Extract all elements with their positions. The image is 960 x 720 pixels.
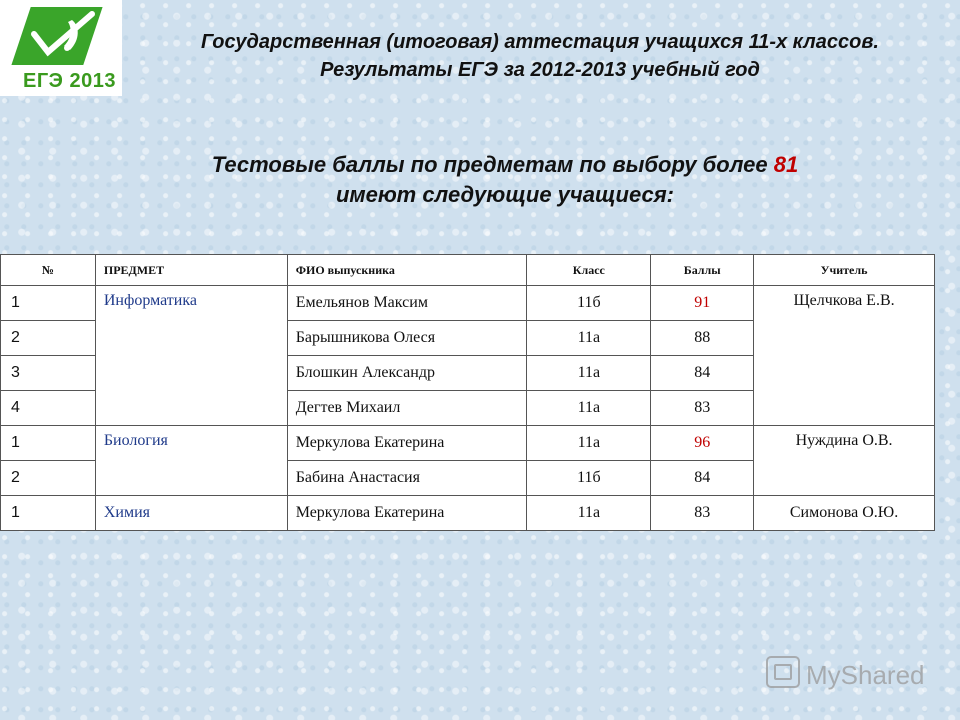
teacher-cell: Нуждина О.В. bbox=[754, 426, 935, 496]
watermark-text: MyShared bbox=[806, 660, 925, 690]
student-name: Блошкин Александр bbox=[287, 356, 527, 391]
class-cell: 11б bbox=[527, 286, 651, 321]
student-name: Дегтев Михаил bbox=[287, 391, 527, 426]
score-cell: 84 bbox=[651, 356, 754, 391]
student-name: Бабина Анастасия bbox=[287, 461, 527, 496]
header-line-1: Государственная (итоговая) аттестация учащихся 11-х классов. bbox=[201, 31, 879, 53]
row-number: 1 bbox=[1, 426, 96, 461]
teacher-cell: Щелчкова Е.В. bbox=[754, 286, 935, 426]
class-cell: 11а bbox=[527, 391, 651, 426]
row-number: 2 bbox=[1, 461, 96, 496]
score-cell: 83 bbox=[651, 391, 754, 426]
score-cell: 83 bbox=[651, 496, 754, 531]
header-line-2: Результаты ЕГЭ за 2012-2013 учебный год bbox=[320, 59, 760, 81]
class-cell: 11а bbox=[527, 496, 651, 531]
table-row bbox=[1, 426, 935, 461]
results-table bbox=[0, 254, 935, 531]
row-number: 3 bbox=[1, 356, 96, 391]
teacher-cell: Симонова О.Ю. bbox=[754, 496, 935, 531]
myshared-watermark bbox=[766, 656, 925, 691]
header-name: ФИО выпускника bbox=[287, 255, 527, 286]
score-cell: 96 bbox=[651, 426, 754, 461]
class-cell: 11а bbox=[527, 321, 651, 356]
row-number: 1 bbox=[1, 496, 96, 531]
student-name: Барышникова Олеся bbox=[287, 321, 527, 356]
caption-text: Тестовые баллы по предметам по выбору более bbox=[211, 152, 774, 177]
ege-2013-logo bbox=[0, 0, 122, 96]
student-name: Меркулова Екатерина bbox=[287, 426, 527, 461]
myshared-logo-icon bbox=[766, 656, 800, 688]
header-score: Баллы bbox=[651, 255, 754, 286]
table-row bbox=[1, 496, 935, 531]
caption-line-1 bbox=[0, 150, 960, 180]
logo-text: ЕГЭ 2013 bbox=[23, 70, 116, 92]
class-cell: 11а bbox=[527, 356, 651, 391]
score-threshold: 81 bbox=[773, 152, 799, 177]
table-header-row bbox=[1, 255, 935, 286]
student-name: Меркулова Екатерина bbox=[287, 496, 527, 531]
header-teacher: Учитель bbox=[754, 255, 935, 286]
score-cell: 88 bbox=[651, 321, 754, 356]
subject-cell: Биология bbox=[95, 426, 287, 496]
student-name: Емельянов Максим bbox=[287, 286, 527, 321]
score-cell: 91 bbox=[651, 286, 754, 321]
row-number: 4 bbox=[1, 391, 96, 426]
class-cell: 11б bbox=[527, 461, 651, 496]
row-number: 2 bbox=[1, 321, 96, 356]
table-caption bbox=[0, 150, 960, 210]
header-number: № bbox=[1, 255, 96, 286]
table-row bbox=[1, 286, 935, 321]
header-class: Класс bbox=[527, 255, 651, 286]
caption-line-2: имеют следующие учащиеся: bbox=[335, 182, 675, 207]
class-cell: 11а bbox=[527, 426, 651, 461]
row-number: 1 bbox=[1, 286, 96, 321]
score-cell: 84 bbox=[651, 461, 754, 496]
subject-cell: Информатика bbox=[95, 286, 287, 426]
page-header bbox=[120, 28, 960, 84]
subject-cell: Химия bbox=[95, 496, 287, 531]
header-subject: ПРЕДМЕТ bbox=[95, 255, 287, 286]
